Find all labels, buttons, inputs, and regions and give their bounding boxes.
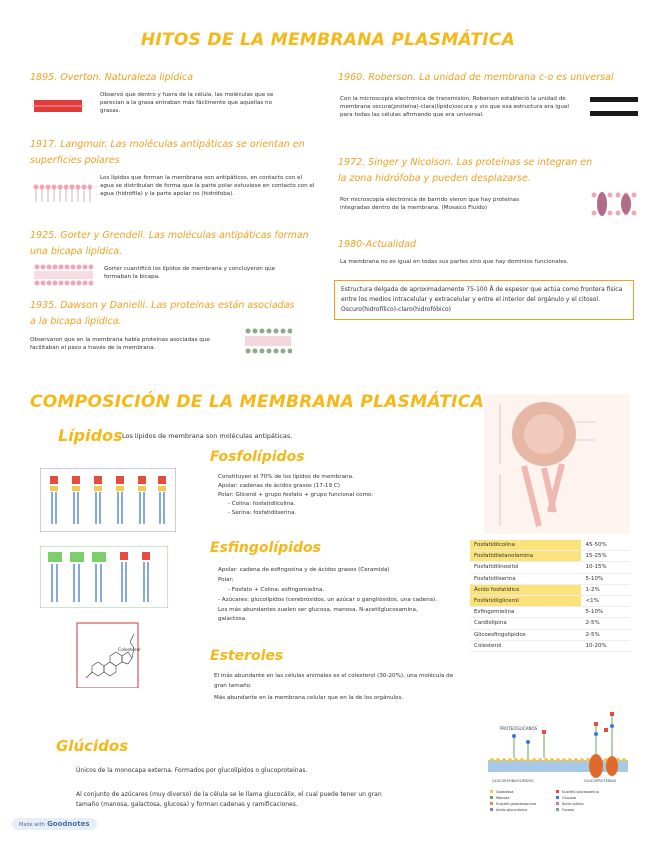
lipid-name: Fosfatidiletanolamina [470,551,581,562]
legend-item: Fucosa [562,808,575,812]
lipid-name: Ácido fosfatídico [470,584,581,595]
table-row [470,629,630,640]
esfingolipidos-label: Esfingolípidos [210,540,321,556]
roberson-diagram [590,96,638,118]
legend-item: Glucosa [562,796,576,800]
fosfolipidos-line: Apolar: cadenas de ácidos grasos (17-19 C) [218,483,340,489]
fluid-mosaic-diagram [590,187,638,223]
lipid-name: Esfingomielina [470,607,581,618]
dawson-diagram [244,327,292,355]
milestone-text: Los lípidos que forman la membrana son antipáticos, en contacto con el agua se distribuían de forma que la parte polar estuviese en contacto con el agua (hidrófila) y la parte apolar no (hidrófoba). [100,175,315,197]
legend-item: Galactosa [496,790,514,794]
lipid-percentage: 2-5% [581,629,630,640]
table-row [470,584,630,595]
milestone-text: Por microscopía electrónica de barrido vieron que hay proteínas integradas dentro de la membrana. (Mosaico Fluido) [340,197,520,211]
esfingolipidos-line: Apolar: cadena de esfingosina y de ácidos grasos (Ceramida) [218,567,390,573]
lipid-name: Fosfatidilcolina [470,540,581,551]
phospholipid-structures [40,468,176,532]
glycocalyx-diagram [484,686,630,832]
glucidos-line: Al conjunto de azúcares (muy diverso) de la célula se le llama glucocálix, el cual puede tener un gran tamaño (manosa, galactosa, glucosa) y forman cadenas y ramificaciones. [76,791,382,808]
milestone-header: 1960. Roberson. La unidad de membrana c-o es universal [338,72,614,83]
badge-brand: Goodnotes [47,820,90,828]
lipid-percentage: 1-2% [581,584,630,595]
lipid-percentage: <1% [581,595,630,606]
table-row [470,562,630,573]
goodnotes-badge[interactable] [12,818,97,830]
fosfolipidos-line: Constituyen el 70% de los lípidos de membrana. [218,474,354,480]
legend-item: N-acetil galactosamina [496,802,537,806]
legend-item: N-acetil glucosamina [562,790,599,794]
esteroles-line: Más abundante en la membrana celular que en la de los orgánulos. [214,695,404,701]
langmuir-diagram [32,182,92,206]
gorter-diagram [33,264,93,286]
fosfolipidos-line: Polar: Glicerol + grupo fosfato + grupo funcional como: [218,492,374,498]
lipid-name: Fosfatidilinositol [470,562,581,573]
esfingolipidos-line: Polar: [218,577,234,583]
lipidos-intro: Los lípidos de membrana son moléculas antipáticas. [122,432,293,440]
glucidos-line: Únicos de la monocapa externa. Formados por glucolípidos o glucoproteínas. [76,767,308,774]
milestone-text: Observó que dentro y fuera de la célula, las moléculas que se parecían a la grasa entraban más fácilmente que aquellas no grasas. [100,92,274,114]
milestone-header: 1917. Langmuir. Las moléculas antipáticas se orientan en superficies polares [30,139,305,166]
table-row [470,595,630,606]
lipid-percentage: 15-25% [581,551,630,562]
table-row [470,551,630,562]
fosfolipidos-line: - Serina: fosfatidilserina. [228,510,297,516]
fig-label-right: GLUCOPROTEÍNAS [584,779,617,783]
milestone-text: Observaron que en la membrana había proteínas asociadas que facilitaban el paso a través de la membrana. [30,337,210,351]
composition-table [470,540,630,652]
esfingolipidos-line: - Azúcares: glucolípidos (cerebrósidos, un azúcar o gangliósidos, una cadena). Los más abundantes suelen ser glucosa, manosa, N-acetilglucosamina, galactosa. [218,597,438,622]
table-row [470,640,630,651]
milestone-header: 1935. Dawson y Danielli. Las proteínas están asociadas a la bicapa lipídica. [30,300,295,327]
milestone-text: Gorter cuantificó los lípidos de membrana y concluyeron que formaban la bicapa. [104,266,276,280]
milestone-text: La membrana no es igual en todas sus partes sino que hay dominios funcionales. [340,259,569,265]
lipid-name: Fosfatidilglicerol [470,595,581,606]
lipidos-label: Lípidos [58,426,123,445]
table-row [470,618,630,629]
milestone-header: 1895. Overton. Naturaleza lipídica [30,72,194,83]
table-row [470,540,630,551]
fosfolipidos-label: Fosfolípidos [210,449,305,465]
lipid-name: Glicoesfingolípidos [470,629,581,640]
cholesterol-structure [76,622,156,688]
esteroles-label: Esteroles [210,648,284,664]
esteroles-line: El más abundante en las células animales es el colesterol (30-20%), una molécula de gran tamaño. [214,673,454,689]
colesterol-label: Colesterol [118,648,141,653]
fosfolipidos-line: - Colina: fosfatidilcolina. [228,501,296,507]
page-title: HITOS DE LA MEMBRANA PLASMÁTICA [140,30,516,50]
legend-item: Ácido siálico [562,802,584,806]
lipid-name: Cardiolipina [470,618,581,629]
structure-box: Estructura delgada de aproximadamente 75-100 Å de espesor que actúa como frontera física entre los medios intracelular y extracelular y entre el interior del orgánulo y el citosol. Oscuro(hidrofílico)-claro(hidrofóbico) [334,280,634,320]
fig-label-left: GLUCOESFINGOLÍPIDOS [492,779,534,783]
lipid-name: Colesterol [470,640,581,651]
lipid-percentage: 2-5% [581,618,630,629]
milestone-header: 1972. Singer y Nicolson. Las proteínas se integran en la zona hidrófoba y pueden desplazarse. [338,157,593,184]
legend-item: Ácido glucurónico [496,808,528,812]
membrane-diagram [484,394,630,534]
milestone-header: 1925. Gorter y Grendell. Las moléculas antipáticas forman una bicapa lipídica. [30,230,309,257]
sphingolipid-structures [40,546,168,608]
overton-diagram [32,96,84,118]
lipid-percentage: 45-50% [581,540,630,551]
badge-prefix: Made with [19,822,45,828]
lipid-percentage: 10-20% [581,640,630,651]
glucidos-label: Glúcidos [56,737,129,755]
section-title: COMPOSICIÓN DE LA MEMBRANA PLASMÁTICA [30,392,485,412]
table-row [470,607,630,618]
esfingolipidos-line: - Fosfato + Colina: esfingomielina. [228,587,325,593]
milestone-header: 1980-Actualidad [338,239,417,250]
lipid-percentage: 10-15% [581,562,630,573]
table-row [470,573,630,584]
lipid-name: Fosfatidilserina [470,573,581,584]
fig-label-top: PROTEOGLICANOS [500,726,538,731]
legend-item: Manosa [496,796,510,800]
milestone-text: Con la microscopía electrónica de transmisión, Roberson estableció la unidad de membrana oscura(proteína)-clara(lípido)oscura y vio que esa estructura era igual para todas las células afirmando que era universal. [340,96,569,118]
lipid-percentage: 5-10% [581,607,630,618]
lipid-percentage: 5-10% [581,573,630,584]
